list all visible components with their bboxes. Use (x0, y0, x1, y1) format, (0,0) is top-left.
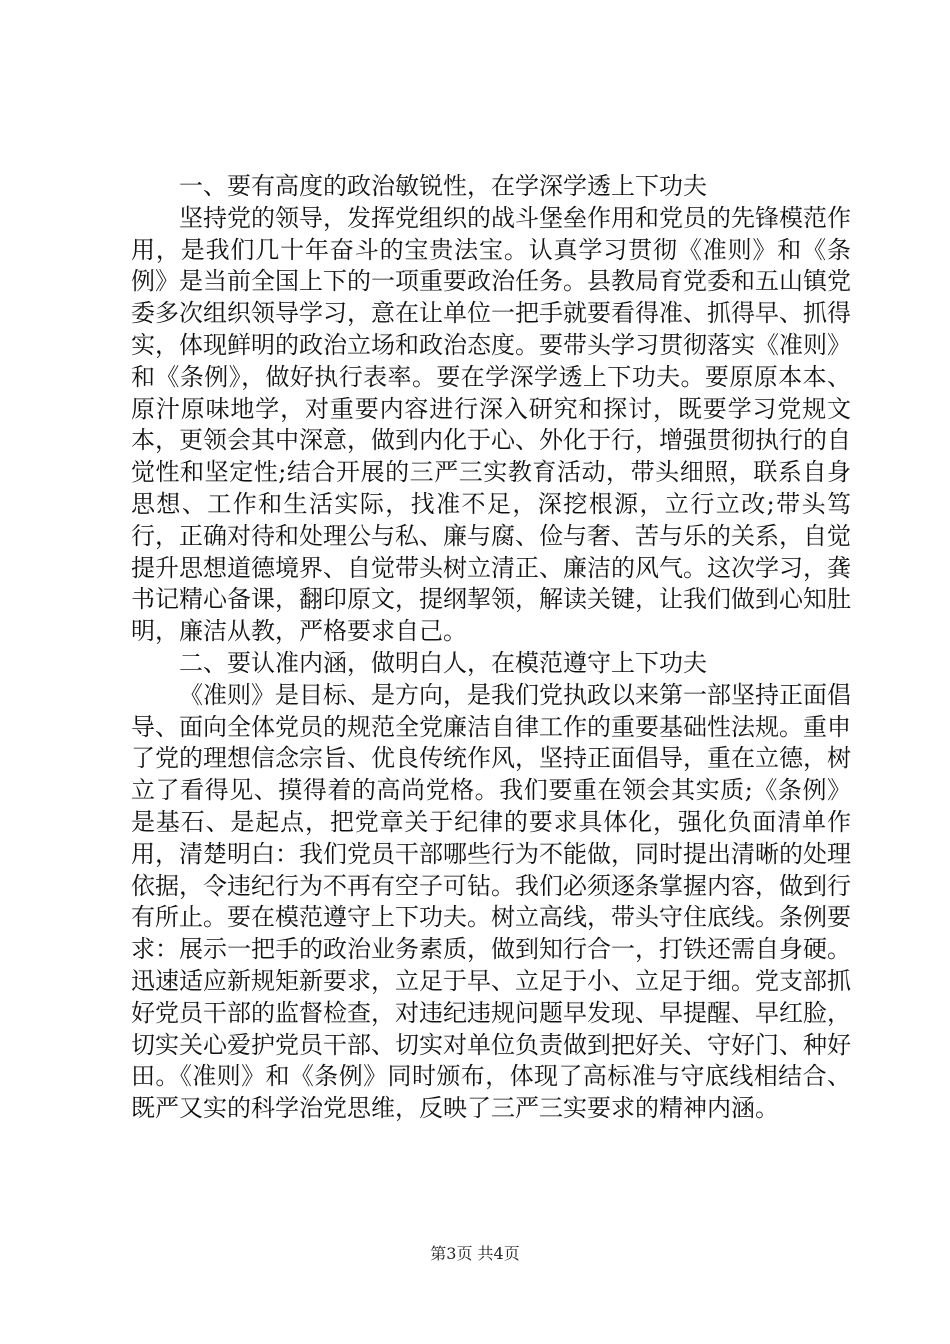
page-number-footer: 第3页 共4页 (430, 1244, 520, 1263)
body-paragraph-2: 《准则》是目标、是方向，是我们党执政以来第一部坚持正面倡导、面向全体党员的规范全党廉洁自律工作的重要基础性法规。重申了党的理想信念宗旨、优良传统作风，坚持正面倡导，重在立德，树立了看得见、摸得着的高尚党格。我们要重在领会其实质;《条例》是基石、是起点，把党章关于纪律的要求具体化，强化负面清单作用，清楚明白：我们党员干部哪些行为不能做，同时提出清晰的处理依据，令违纪行为不再有空子可钻。我们必须逐条掌握内容，做到行有所止。要在模范遵守上下功夫。树立高线，带头守住底线。条例要求：展示一把手的政治业务素质，做到知行合一，打铁还需自身硬。迅速适应新规矩新要求，立足于早、立足于小、立足于细。党支部抓好党员干部的监督检查，对违纪违规问题早发现、早提醒、早红脸，切实关心爱护党员干部、切实对单位负责做到把好关、守好门、种好田。《准则》和《条例》同时颁布，体现了高标准与守底线相结合、既严又实的科学治党思维，反映了三严三实要求的精神内涵。 (131, 680, 851, 1123)
document-body (131, 171, 851, 1125)
section-heading-1: 一、要有高度的政治敏锐性，在学深学透上下功夫 (179, 172, 707, 200)
section-heading-2: 二、要认准内涵，做明白人，在模范遵守上下功夫 (179, 648, 707, 677)
body-paragraph-1: 坚持党的领导，发挥党组织的战斗堡垒作用和党员的先锋模范作用，是我们几十年奋斗的宝贵法宝。认真学习贯彻《准则》和《条例》是当前全国上下的一项重要政治任务。县教局育党委和五山镇党委多次组织领导学习，意在让单位一把手就要看得准、抓得早、抓得实，体现鲜明的政治立场和政治态度。要带头学习贯彻落实《准则》和《条例》，做好执行表率。要在学深学透上下功夫。要原原本本、原汁原味地学，对重要内容进行深入研究和探讨，既要学习党规文本，更领会其中深意，做到内化于心、外化于行，增强贯彻执行的自觉性和坚定性;结合开展的三严三实教育活动，带头细照，联系自身思想、工作和生活实际，找准不足，深挖根源，立行立改;带头笃行，正确对待和处理公与私、廉与腐、俭与奢、苦与乐的关系，自觉提升思想道德境界、自觉带头树立清正、廉洁的风气。这次学习，龚书记精心备课，翻印原文，提纲挈领，解读关键，让我们做到心知肚明，廉洁从教，严格要求自己。 (131, 203, 851, 646)
